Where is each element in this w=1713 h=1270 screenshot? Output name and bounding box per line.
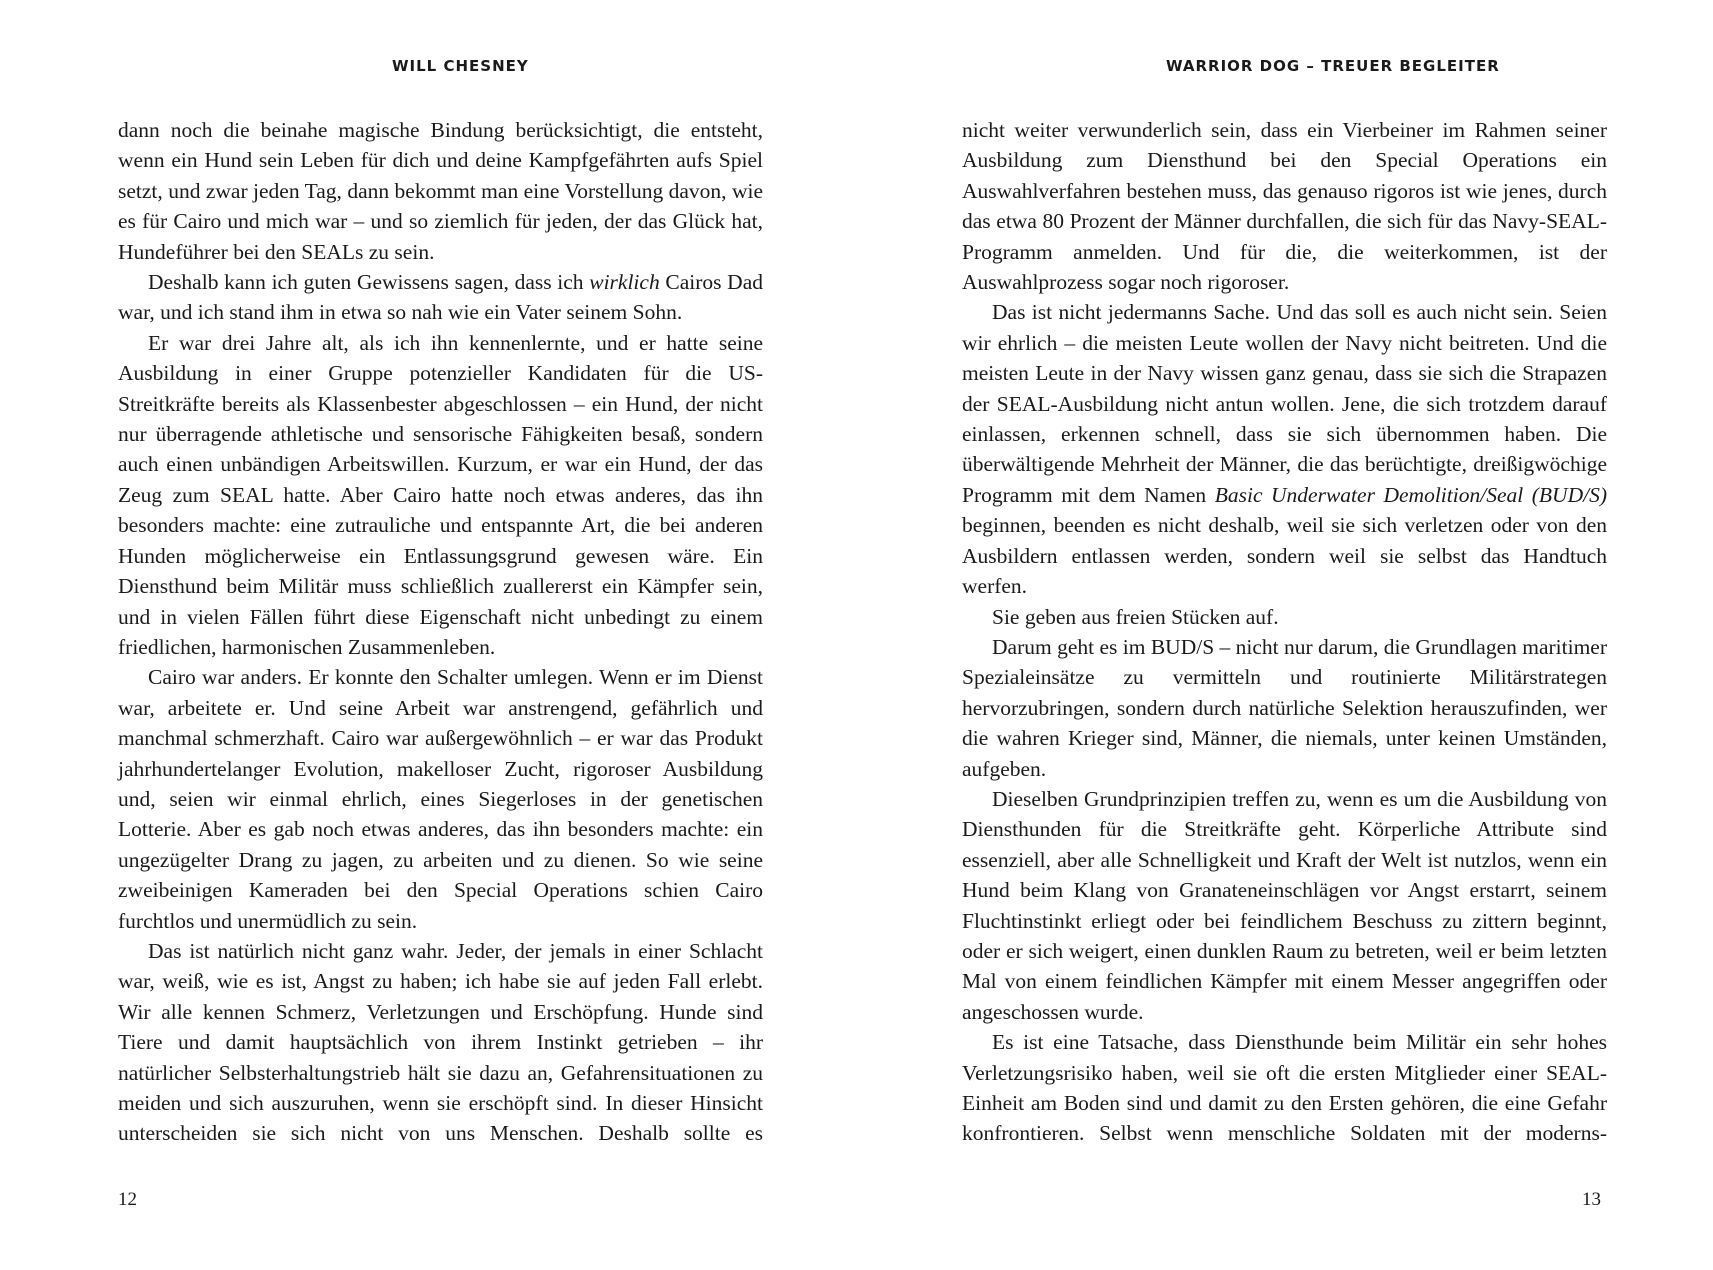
text-run: Es ist eine Tatsache, dass Diensthunde beim Militär ein sehr hohes Verletzungsrisiko haben, weil sie oft die ersten Mitglieder einer SEAL-Einheit am Boden sind und damit zu den Ersten gehören, die eine Gefahr konfrontieren. Selbst wenn menschliche Soldaten mit der moderns-: [962, 1030, 1607, 1146]
running-head-title: WARRIOR DOG – TREUER BEGLEITER: [1166, 57, 1500, 75]
paragraph: [962, 1027, 1607, 1149]
right-page-text: [962, 115, 1607, 1149]
text-run: Deshalb kann ich guten Gewissens sagen, dass ich: [148, 270, 590, 295]
text-run: Er war drei Jahre alt, als ich ihn kennenlernte, und er hatte seine Ausbildung in einer Gruppe potenzieller Kandidaten für die US-Streitkräfte bereits als Klassenbester abgeschlossen – ein Hund, der nicht nur überragende athletische und sensorische Fähigkeiten besaß, sondern auch einen unbändigen Arbeitswillen. Kurzum, er war ein Hund, der das Zeug zum SEAL hatte. Aber Cairo hatte noch etwas anderes, das ihn besonders machte: eine zutrauliche und entspannte Art, die bei anderen Hunden möglicherweise ein Entlassungsgrund gewesen wäre. Ein Diensthund beim Militär muss schließlich zuallererst ein Kämpfer sein, und in vielen Fällen führt diese Eigenschaft nicht unbedingt zu einem friedlichen, harmonischen Zusammenleben.: [118, 330, 763, 659]
paragraph: [118, 936, 763, 1149]
paragraph: [962, 115, 1607, 297]
italic-text: Basic Underwater Demolition/Seal (BUD/S): [1214, 482, 1607, 507]
paragraph: [962, 632, 1607, 784]
text-run: Dieselben Grundprinzipien treffen zu, wenn es um die Ausbildung von Diensthunden für die Streitkräfte geht. Körperliche Attribute sind essenziell, aber alle Schnelligkeit und Kraft der Welt ist nutzlos, wenn ein Hund beim Klang von Granateneinschlägen vor Angst erstarrt, seinem Fluchtinstinkt erliegt oder bei feindlichem Beschuss zu zittern beginnt, oder er sich weigert, einen dunklen Raum zu betreten, weil er beim letzten Mal von einem feindlichen Kämpfer mit einem Messer angegriffen oder angeschossen wurde.: [962, 786, 1607, 1024]
left-page-text: [118, 115, 763, 1149]
text-run: beginnen, beenden es nicht deshalb, weil sie sich verletzen oder von den Ausbildern entlassen werden, sondern weil sie selbst das Handtuch werfen.: [962, 513, 1607, 599]
paragraph: [118, 267, 763, 328]
page-number: 12: [118, 1189, 137, 1210]
page-number: 13: [1582, 1189, 1601, 1210]
paragraph: [118, 115, 763, 267]
paragraph: [118, 662, 763, 936]
text-run: nicht weiter verwunderlich sein, dass ein Vierbeiner im Rahmen seiner Ausbildung zum Diensthund bei den Special Operations ein Auswahlverfahren bestehen muss, das genauso rigoros ist wie jenes, durch das etwa 80 Prozent der Männer durchfallen, die sich für das Navy-SEAL-Programm anmelden. Und für die, die weiterkommen, ist der Auswahlprozess sogar noch rigoroser.: [962, 118, 1607, 295]
paragraph: [962, 297, 1607, 601]
paragraph: [962, 784, 1607, 1027]
left-page: [0, 0, 856, 1270]
paragraph: [118, 328, 763, 662]
text-run: Das ist nicht jedermanns Sache. Und das soll es auch nicht sein. Seien wir ehrlich – die meisten Leute wollen der Navy nicht beitreten. Und die meisten Leute in der Navy wissen ganz genau, dass sie sich die Strapazen der SEAL-Ausbildung nicht antun wollen. Jene, die sich trotzdem darauf einlassen, erkennen schnell, dass sie sich übernommen haben. Die überwältigende Mehrheit der Männer, die das berüchtigte, dreißigwöchige Programm mit dem Namen: [962, 300, 1607, 507]
text-run: Cairos Dad war, und ich stand ihm in etwa so nah wie ein Vater seinem Sohn.: [118, 270, 763, 325]
text-run: dann noch die beinahe magische Bindung berücksichtigt, die entsteht, wenn ein Hund sein Leben für dich und deine Kampfgefährten aufs Spiel setzt, und zwar jeden Tag, dann bekommt man eine Vorstellung davon, wie es für Cairo und mich war – und so ziemlich für jeden, der das Glück hat, Hundeführer bei den SEALs zu sein.: [118, 118, 763, 264]
paragraph: [962, 602, 1607, 632]
italic-text: wirklich: [589, 270, 660, 295]
text-run: Cairo war anders. Er konnte den Schalter umlegen. Wenn er im Dienst war, arbeitete er. Und seine Arbeit war anstrengend, gefährlich und manchmal schmerzhaft. Cairo war außergewöhnlich – er war das Produkt jahrhundertelanger Evolution, makelloser Zucht, rigoroser Ausbildung und, seien wir einmal ehrlich, eines Siegerloses in der genetischen Lotterie. Aber es gab noch etwas anderes, das ihn besonders machte: ein ungezügelter Drang zu jagen, zu arbeiten und zu dienen. So wie seine zweibeinigen Kameraden bei den Special Operations schien Cairo furchtlos und unermüdlich zu sein.: [118, 665, 763, 933]
running-head-author: WILL CHESNEY: [392, 57, 529, 75]
text-run: Das ist natürlich nicht ganz wahr. Jeder, der jemals in einer Schlacht war, weiß, wie es ist, Angst zu haben; ich habe sie auf jeden Fall erlebt. Wir alle kennen Schmerz, Verletzungen und Erschöpfung. Hunde sind Tiere und damit hauptsächlich von ihrem Instinkt getrieben – ihr natürlicher Selbsterhaltungstrieb hält sie dazu an, Gefahrensituationen zu meiden und sich auszuruhen, wenn sie erschöpft sind. In dieser Hinsicht unterscheiden sie sich nicht von uns Menschen. Deshalb sollte es: [118, 938, 763, 1146]
right-page: [857, 0, 1713, 1270]
text-run: Darum geht es im BUD/S – nicht nur darum, die Grundlagen maritimer Spezialeinsätze zu vermitteln und routinierte Militärstrategen hervorzubringen, sondern durch natürliche Selektion herauszufinden, wer die wahren Krieger sind, Männer, die niemals, unter keinen Umständen, aufgeben.: [962, 634, 1608, 781]
text-run: Sie geben aus freien Stücken auf.: [992, 604, 1279, 629]
